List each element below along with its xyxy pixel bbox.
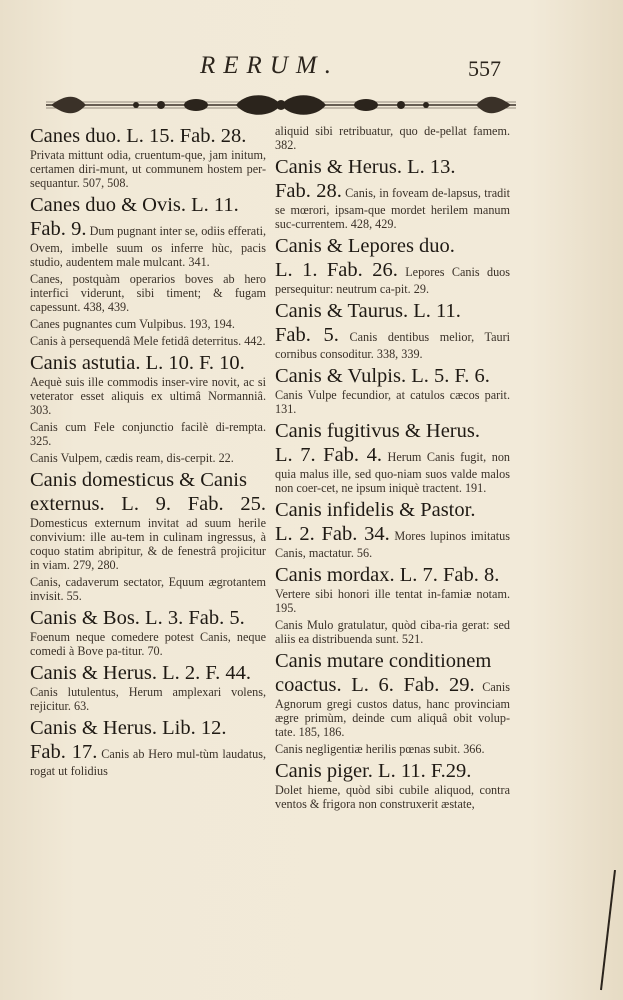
- entry-text: Lepores Canis duos persequitur: neutrum ca-pit. 29.: [275, 265, 511, 296]
- entry-heading: Canis mordax. L. 7. Fab. 8.: [275, 564, 500, 586]
- entry-text: Canes, postquàm operarios boves ab hero interfici viderunt, sibi timent; & fugam capessunt. 438, 439.: [30, 272, 266, 314]
- entry-heading: Canis astutia. L. 10. F. 10.: [30, 352, 245, 374]
- entry-text: Canis cum Fele conjunctio facilè di-rempta. 325.: [30, 420, 266, 448]
- entry-text: Canis Agnorum gregi custos datus, hanc provinciam ægre primùm, deinde cum aliquâ obit volup-tate. 185, 186.: [275, 680, 510, 739]
- running-title: RERUM.: [200, 52, 339, 79]
- entry-text: aliquid sibi retribuatur, quo de-pellat famem. 382.: [275, 124, 510, 152]
- entry-heading: Canis fugitivus & Herus.: [275, 420, 480, 442]
- index-entry: [30, 661, 266, 713]
- index-entry: [275, 742, 510, 756]
- entry-text: Canis, cadaverum sectator, Equum ægrotantem invisit. 55.: [30, 575, 266, 603]
- index-entry: [30, 606, 266, 658]
- entry-text: Canis negligentiæ herilis pœnas subit. 366.: [275, 742, 485, 756]
- entry-heading: Canis & Herus. L. 2. F. 44.: [30, 662, 252, 684]
- entry-text: Domesticus externum invitat ad suum herile convivium: ille au-tem in culinam ingressus, à coquo statim abripitur, & de fenestrâ projicitur in viam. 279, 280.: [30, 516, 266, 572]
- entry-text: Canis Vulpem, cædis ream, dis-cerpit. 22.: [30, 451, 234, 465]
- index-entry: [30, 575, 266, 603]
- index-entry: [30, 351, 266, 417]
- index-entry: [30, 193, 266, 269]
- index-column-left: [30, 124, 266, 781]
- entry-body: [275, 443, 510, 495]
- entry-body: [275, 258, 510, 296]
- index-entry: [30, 468, 266, 572]
- entry-body: [30, 217, 266, 269]
- entry-text: Canis à persequendâ Mele fetidâ deterritus. 442.: [30, 334, 266, 348]
- index-column-right: [275, 124, 510, 814]
- entry-heading: Canis & Bos. L. 3. Fab. 5.: [30, 607, 245, 629]
- index-entry: [275, 498, 510, 560]
- page-crease-mark: [597, 870, 617, 1000]
- entry-heading-continued: Fab. 9.: [30, 218, 87, 240]
- entry-text: Canis ab Hero mul-tùm laudatus, rogat ut folidius: [30, 747, 266, 778]
- entry-text: Mores lupinos imitatus Canis, mactatur. 56.: [275, 529, 510, 560]
- entry-heading: Canes duo & Ovis. L. 11.: [30, 194, 239, 216]
- index-entry: [275, 649, 510, 739]
- index-entry: [275, 419, 510, 495]
- index-entry: [30, 334, 266, 348]
- index-entry: [30, 716, 266, 778]
- index-entry: [275, 234, 510, 296]
- entry-heading: Canis & Herus. L. 13.: [275, 156, 456, 178]
- entry-heading-continued: Fab. 5.: [275, 324, 339, 346]
- index-entry: [275, 618, 510, 646]
- index-entry: [275, 299, 510, 361]
- entry-heading-continued: L. 1. Fab. 26.: [275, 259, 398, 281]
- entry-text: Canis Vulpe fecundior, at catulos cæcos parit. 131.: [275, 388, 510, 416]
- index-entry: [275, 364, 510, 416]
- entry-heading-continued: L. 2. Fab. 34.: [275, 523, 390, 545]
- index-entry: [275, 563, 510, 615]
- entry-heading-continued: L. 7. Fab. 4.: [275, 444, 383, 466]
- entry-text: Foenum neque comedere potest Canis, neque comedi à Bove pa-titur. 70.: [30, 630, 266, 658]
- entry-heading: Canis & Lepores duo.: [275, 235, 455, 257]
- index-entry: [30, 317, 266, 331]
- entry-heading: Canis domesticus & Canis: [30, 469, 247, 491]
- index-entry: [275, 124, 510, 152]
- entry-text: Privata mittunt odia, cruentum-que, jam initum, certamen diri-munt, ut communem hostem per-sequantur. 507, 508.: [30, 148, 266, 190]
- entry-text: Canis Mulo gratulatur, quòd ciba-ria gerat: sed aliis ea distribuenda sunt. 521.: [275, 618, 510, 646]
- entry-heading-continued: Fab. 28.: [275, 180, 342, 202]
- entry-heading: Canis infidelis & Pastor.: [275, 499, 476, 521]
- entry-body: [275, 673, 510, 739]
- entry-text: Canes pugnantes cum Vulpibus. 193, 194.: [30, 317, 235, 331]
- entry-heading-continued: externus. L. 9. Fab. 25.: [30, 493, 266, 515]
- entry-text: Aequè suis ille commodis inser-vire novit, ac si veterator esset aliquis ex ultimâ Normanniâ. 303.: [30, 375, 266, 417]
- entry-body: [275, 522, 510, 560]
- entry-heading: Canis mutare conditionem: [275, 650, 492, 672]
- entry-text: Herum Canis fugit, non quia malus ille, sed quo-niam suos valde malos non coer-cet, ne ipsum iniquè tractent. 191.: [275, 450, 511, 495]
- entry-heading: Canis piger. L. 11. F.29.: [275, 760, 472, 782]
- entry-body: [275, 323, 510, 361]
- entry-heading: Canis & Vulpis. L. 5. F. 6.: [275, 365, 490, 387]
- entry-text: Canis, in foveam de-lapsus, tradit se mœrori, ipsam-que mordet herilem manum suc-currentem. 428, 429.: [275, 186, 510, 231]
- entry-heading: Canis & Taurus. L. 11.: [275, 300, 461, 322]
- entry-heading: Canis & Herus. Lib. 12.: [30, 717, 227, 739]
- index-entry: [30, 420, 266, 448]
- entry-heading-continued: coactus. L. 6. Fab. 29.: [275, 674, 475, 696]
- entry-heading-continued: Fab. 17.: [30, 741, 98, 763]
- entry-heading: Canes duo. L. 15. Fab. 28.: [30, 125, 247, 147]
- index-entry: [30, 272, 266, 314]
- entry-text: Dum pugnant inter se, odiis efferati, Ovem, imbelle suum os inferre hùc, pacis studio, audentem male mulcant. 341.: [30, 224, 267, 269]
- index-entry: [30, 124, 266, 190]
- entry-text: Vertere sibi honori ille tentat in-famiæ notam. 195.: [275, 587, 510, 615]
- entry-text: Canis lutulentus, Herum amplexari volens, rejicitur. 63.: [30, 685, 266, 713]
- index-entry: [275, 155, 510, 231]
- entry-body: [30, 492, 266, 572]
- entry-body: [30, 740, 266, 778]
- ornamental-rule: [46, 92, 516, 118]
- index-entry: [30, 451, 266, 465]
- page-number: 557: [468, 56, 501, 81]
- entry-text: Canis dentibus melior, Tauri cornibus consoditur. 338, 339.: [275, 330, 511, 361]
- index-entry: [275, 759, 510, 811]
- entry-text: Dolet hieme, quòd sibi cubile aliquod, contra ventos & frigora non construxerit æstate,: [275, 783, 510, 811]
- entry-body: [275, 179, 510, 231]
